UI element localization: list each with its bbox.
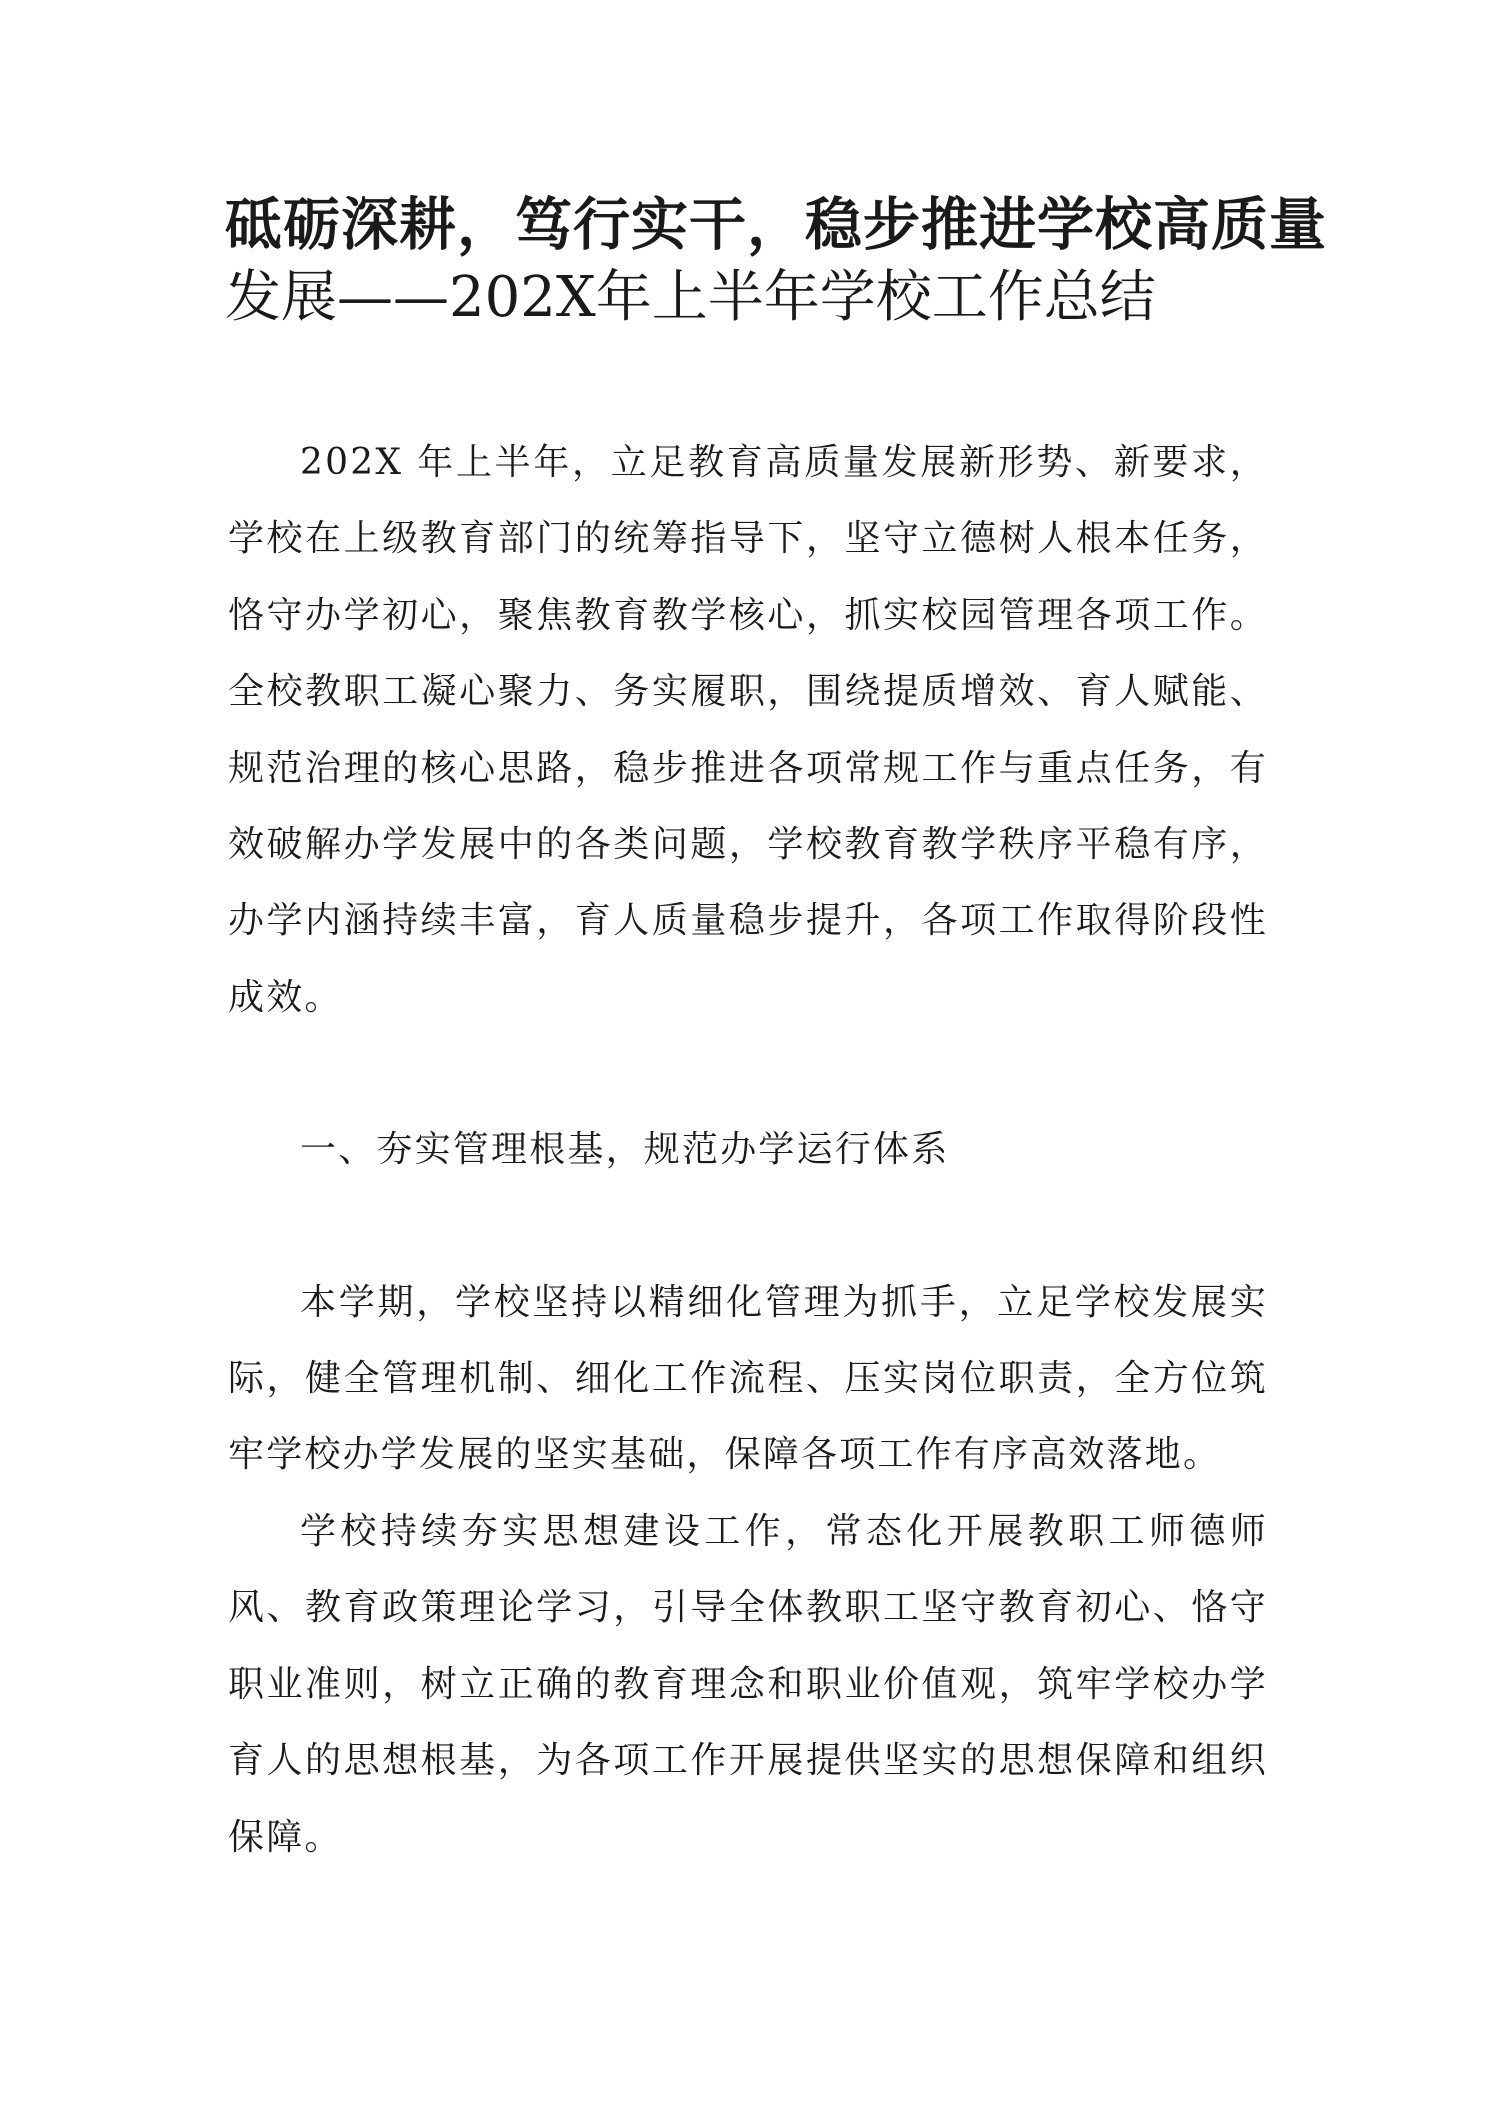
document-subtitle: 发展——202X年上半年学校工作总结 [225,265,1156,330]
document-title: 砥砺深耕，笃行实干，稳步推进学校高质量 [225,191,1327,258]
intro-paragraph: 202X 年上半年，立足教育高质量发展新形势、新要求，学校在上级教育部门的统筹指导下，坚守立德树人根本任务，恪守办学初心，聚焦教育教学核心，抓实校园管理各项工作。全校教职工凝心聚力、务实履职，围绕提质增效、育人赋能、规范治理的核心思路，稳步推进各项常规工作与重点任务，有效破解办学发展中的各类问题，学校教育教学秩序平稳有序，办学内涵持续丰富，育人质量稳步提升，各项工作取得阶段性成效。 [228,442,1268,1018]
section-heading: 一、夯实管理根基，规范办学运行体系 [300,1129,950,1171]
body-paragraph: 本学期，学校坚持以精细化管理为抓手，立足学校发展实际，健全管理机制、细化工作流程、压实岗位职责，全方位筑牢学校办学发展的坚实基础，保障各项工作有序高效落地。 [228,1281,1268,1476]
body-paragraph: 学校持续夯实思想建设工作，常态化开展教职工师德师风、教育政策理论学习，引导全体教职工坚守教育初心、恪守职业准则，树立正确的教育理念和职业价值观，筑牢学校办学育人的思想根基，为各项工作开展提供坚实的思想保障和组织保障。 [228,1510,1268,1858]
document-body [228,425,1268,1876]
